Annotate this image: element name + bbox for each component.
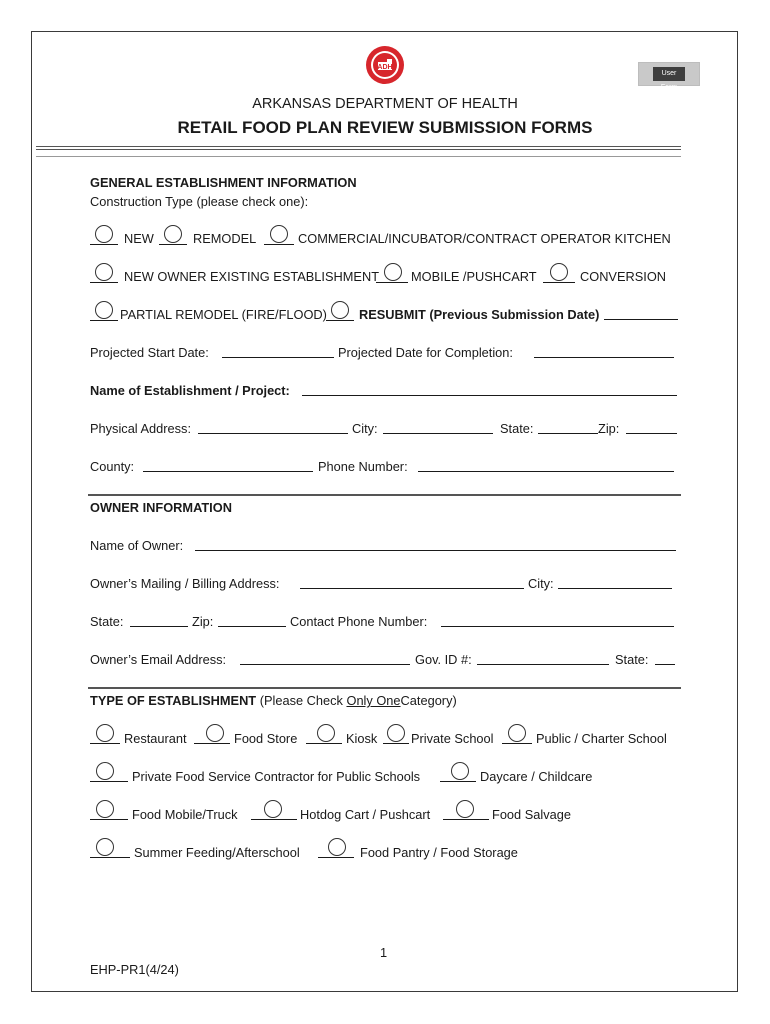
projected-completion-field[interactable] bbox=[534, 345, 674, 362]
checkbox-partial-remodel[interactable] bbox=[90, 298, 118, 322]
option-new-label: NEW bbox=[124, 231, 154, 246]
gov-id-field[interactable] bbox=[477, 652, 609, 669]
mailing-address-field[interactable] bbox=[300, 576, 524, 593]
logo-text: ADH bbox=[377, 64, 393, 71]
contact-phone-label: Contact Phone Number: bbox=[290, 614, 428, 629]
owner-section-divider bbox=[88, 494, 681, 496]
establishment-name-field[interactable] bbox=[302, 383, 677, 400]
option-kiosk-label: Kiosk bbox=[346, 731, 378, 746]
general-section-heading: GENERAL ESTABLISHMENT INFORMATION bbox=[90, 175, 357, 190]
checkbox-contractor[interactable] bbox=[90, 759, 128, 783]
projected-completion-label: Projected Date for Completion: bbox=[338, 345, 513, 360]
option-mobile-label: MOBILE /PUSHCART bbox=[411, 269, 537, 284]
city-label: City: bbox=[352, 421, 378, 436]
checkbox-summer-feeding[interactable] bbox=[90, 835, 130, 859]
state-field[interactable] bbox=[538, 421, 598, 438]
user-form-label[interactable]: User Form bbox=[653, 67, 685, 81]
user-form-button[interactable] bbox=[638, 62, 700, 91]
option-food-pantry-label: Food Pantry / Food Storage bbox=[360, 845, 518, 860]
form-title: RETAIL FOOD PLAN REVIEW SUBMISSION FORMS bbox=[177, 118, 593, 137]
mailing-address-label: Owner’s Mailing / Billing Address: bbox=[90, 576, 280, 591]
option-contractor-label: Private Food Service Contractor for Public Schools bbox=[132, 769, 421, 784]
option-resubmit-label: RESUBMIT (Previous Submission Date) bbox=[359, 307, 600, 322]
option-food-store-label: Food Store bbox=[234, 731, 298, 746]
header-rule-middle bbox=[36, 149, 681, 150]
owner-name-label: Name of Owner: bbox=[90, 538, 184, 553]
zip-label: Zip: bbox=[598, 421, 620, 436]
checkbox-restaurant[interactable] bbox=[90, 721, 120, 745]
phone-field[interactable] bbox=[418, 459, 674, 476]
checkbox-new-owner[interactable] bbox=[90, 260, 118, 284]
option-partial-remodel-label: PARTIAL REMODEL (FIRE/FLOOD) bbox=[120, 307, 327, 322]
type-section-heading: TYPE OF ESTABLISHMENT bbox=[90, 693, 257, 708]
city-field[interactable] bbox=[383, 421, 493, 438]
owner-zip-field[interactable] bbox=[218, 614, 286, 631]
option-commercial-label: COMMERCIAL/INCUBATOR/CONTRACT OPERATOR KITCHEN bbox=[298, 231, 671, 246]
option-private-school-label: Private School bbox=[411, 731, 494, 746]
type-section-divider bbox=[88, 687, 681, 689]
type-note-only-one: Only One bbox=[346, 693, 401, 708]
checkbox-remodel[interactable] bbox=[159, 222, 187, 246]
checkbox-food-salvage[interactable] bbox=[443, 797, 489, 821]
checkbox-private-school[interactable] bbox=[383, 721, 409, 745]
owner-state2-field[interactable] bbox=[655, 652, 675, 669]
page-number: 1 bbox=[380, 945, 388, 960]
checkbox-food-pantry[interactable] bbox=[318, 835, 354, 859]
option-remodel-label: REMODEL bbox=[193, 231, 257, 246]
header-rule-bottom bbox=[36, 156, 681, 157]
owner-zip-label: Zip: bbox=[192, 614, 214, 629]
owner-state-field[interactable] bbox=[130, 614, 188, 631]
checkbox-kiosk[interactable] bbox=[306, 721, 342, 745]
checkbox-commercial[interactable] bbox=[264, 222, 294, 246]
zip-field[interactable] bbox=[626, 421, 677, 438]
contact-phone-field[interactable] bbox=[441, 614, 674, 631]
checkbox-food-mobile-truck[interactable] bbox=[90, 797, 128, 821]
option-summer-feeding-label: Summer Feeding/Afterschool bbox=[134, 845, 300, 860]
department-seal-logo bbox=[365, 45, 405, 85]
owner-city-field[interactable] bbox=[558, 576, 672, 593]
county-label: County: bbox=[90, 459, 135, 474]
owner-city-label: City: bbox=[528, 576, 554, 591]
option-food-mobile-truck-label: Food Mobile/Truck bbox=[132, 807, 238, 822]
projected-start-label: Projected Start Date: bbox=[90, 345, 209, 360]
option-new-owner-label: NEW OWNER EXISTING ESTABLISHMENT bbox=[124, 269, 380, 284]
checkbox-new[interactable] bbox=[90, 222, 118, 246]
checkbox-food-store[interactable] bbox=[194, 721, 230, 745]
department-name: ARKANSAS DEPARTMENT OF HEALTH bbox=[252, 96, 518, 112]
checkbox-hotdog-cart[interactable] bbox=[251, 797, 297, 821]
checkbox-resubmit[interactable] bbox=[326, 298, 354, 322]
checkbox-public-school[interactable] bbox=[502, 721, 532, 745]
owner-state-label: State: bbox=[90, 614, 124, 629]
checkbox-mobile[interactable] bbox=[376, 260, 408, 284]
gov-id-label: Gov. ID #: bbox=[415, 652, 472, 667]
phone-label: Phone Number: bbox=[318, 459, 408, 474]
resubmit-date-field[interactable] bbox=[604, 307, 678, 324]
state-label: State: bbox=[500, 421, 534, 436]
option-public-school-label: Public / Charter School bbox=[536, 731, 667, 746]
checkbox-daycare[interactable] bbox=[440, 759, 476, 783]
type-note-post: Category) bbox=[400, 693, 457, 708]
owner-email-label: Owner’s Email Address: bbox=[90, 652, 227, 667]
type-note-pre: (Please Check bbox=[259, 693, 343, 708]
owner-email-field[interactable] bbox=[240, 652, 410, 669]
option-daycare-label: Daycare / Childcare bbox=[480, 769, 593, 784]
type-section-heading-line bbox=[90, 693, 457, 709]
owner-section-heading: OWNER INFORMATION bbox=[90, 500, 232, 515]
projected-start-field[interactable] bbox=[222, 345, 334, 362]
construction-type-prompt: Construction Type (please check one): bbox=[90, 194, 309, 209]
owner-name-field[interactable] bbox=[195, 538, 676, 555]
physical-address-field[interactable] bbox=[198, 421, 348, 438]
owner-state2-label: State: bbox=[615, 652, 649, 667]
physical-address-label: Physical Address: bbox=[90, 421, 192, 436]
option-conversion-label: CONVERSION bbox=[580, 269, 667, 284]
header-rule-top bbox=[36, 146, 681, 147]
option-hotdog-cart-label: Hotdog Cart / Pushcart bbox=[300, 807, 431, 822]
option-food-salvage-label: Food Salvage bbox=[492, 807, 571, 822]
form-code: EHP-PR1(4/24) bbox=[90, 962, 179, 977]
county-field[interactable] bbox=[143, 459, 313, 476]
option-restaurant-label: Restaurant bbox=[124, 731, 187, 746]
checkbox-conversion[interactable] bbox=[543, 260, 575, 284]
establishment-name-label: Name of Establishment / Project: bbox=[90, 383, 290, 398]
